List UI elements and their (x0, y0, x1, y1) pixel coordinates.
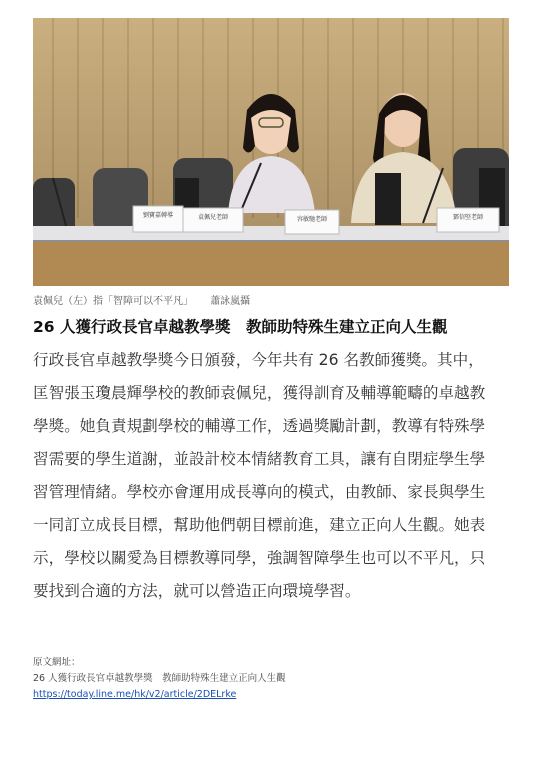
body-line: 習需要的學生道謝，並設計校本情緒教育工具，讓有自閉症學生學 (33, 450, 486, 468)
body-line: 行政長官卓越教學獎今日頒發，今年共有 26 名教師獲獎。其中， (33, 351, 484, 369)
body-line: 匡智張玉瓊晨輝學校的教師袁佩兒，獲得訓育及輔導範疇的卓越教 (33, 384, 486, 402)
article-headline: 26 人獲行政長官卓越教學獎 教師助特殊生建立正向人生觀 (33, 318, 448, 336)
body-line: 示，學校以關愛為目標教導同學，強調智障學生也可以不平凡，只 (33, 549, 486, 567)
article-photo (33, 18, 509, 286)
name-card-3: 容敏馳老師 (296, 216, 328, 223)
body-line: 要找到合適的方法，就可以營造正向環境學習。 (33, 582, 361, 600)
caption-text: 袁佩兒（左）指「智障可以不平凡」 (33, 296, 193, 307)
name-card-4: 鄧信堅老師 (452, 214, 484, 221)
photo-credit: 蕭詠嵐攝 (210, 296, 251, 307)
article-body (33, 344, 513, 608)
body-line: 一同訂立成長目標，幫助他們朝目標前進，建立正向人生觀。她表 (33, 516, 486, 534)
source-link[interactable]: https://today.line.me/hk/v2/article/2DELrke (33, 689, 237, 700)
photo-caption (33, 292, 509, 307)
body-line: 學獎。她負責規劃學校的輔導工作，透過獎勵計劃，教導有特殊學 (33, 417, 486, 435)
body-line: 習管理情緒。學校亦會運用成長導向的模式，由教師、家長與學生 (33, 483, 486, 501)
photo-illustration (33, 18, 509, 286)
source-block (33, 655, 509, 703)
name-card-1: 劉寶嘉轉導 (142, 212, 174, 219)
source-label: 原文網址： (33, 657, 81, 668)
source-title: 26 人獲行政長官卓越教學獎 教師助特殊生建立正向人生觀 (33, 673, 286, 684)
name-card-2: 袁佩兒老師 (197, 214, 229, 221)
